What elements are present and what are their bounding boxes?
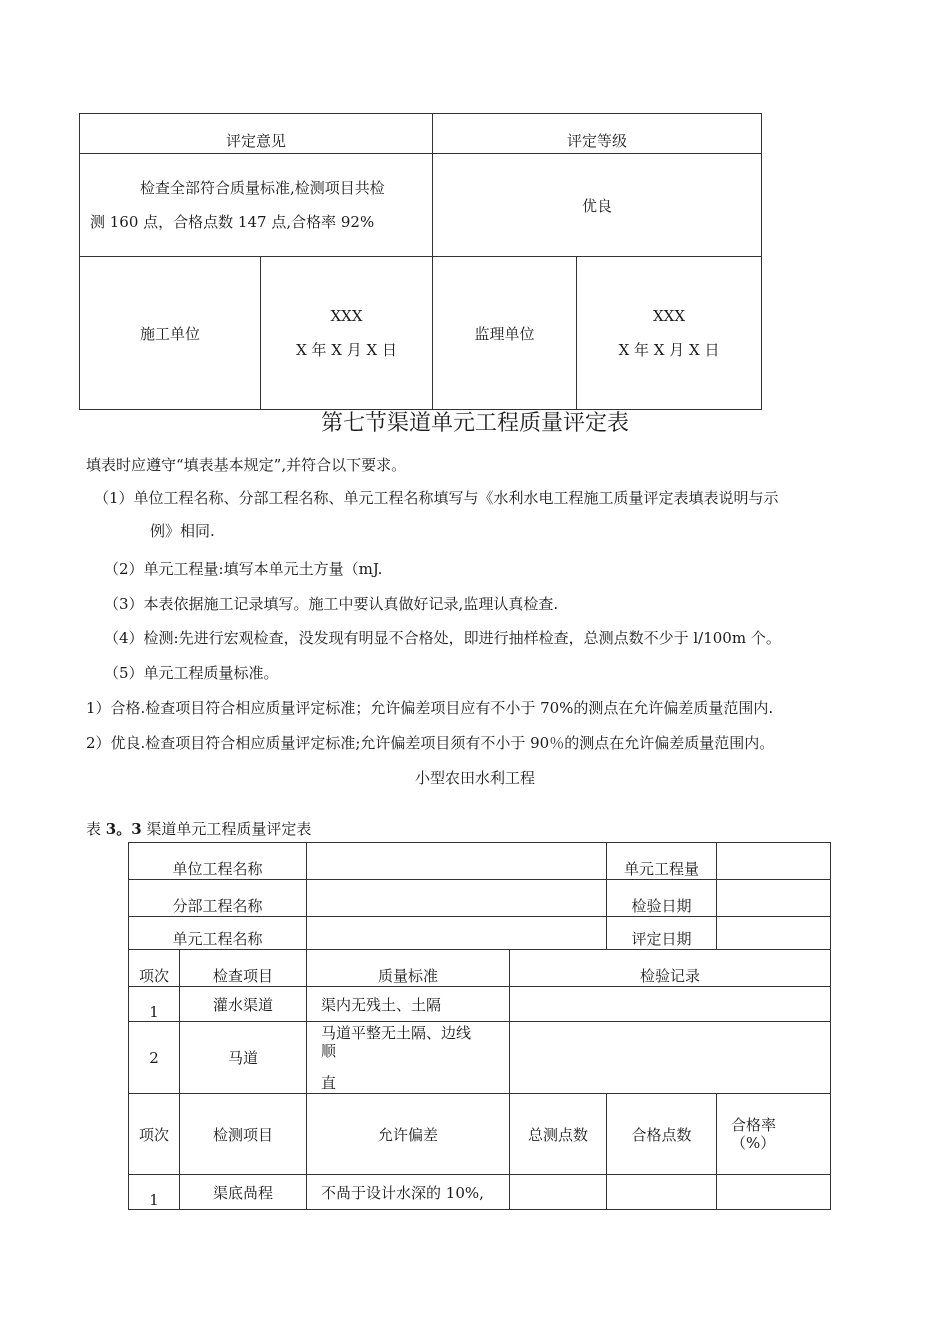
header-inspection-record: 检验记录 [510, 950, 831, 987]
row-check-item: 灌水渠道 [180, 987, 307, 1022]
table-row [129, 1175, 831, 1210]
requirement-1-line-2: 例》相同. [150, 522, 215, 540]
grade-value: 优良 [433, 154, 762, 257]
table-caption [86, 818, 311, 839]
unit-element-name-label: 单元工程名称 [129, 917, 307, 950]
construction-unit-label: 施工单位 [80, 257, 261, 410]
supervision-name: XXX [653, 307, 686, 325]
section-title: 第七节渠道单元工程质量评定表 [320, 411, 629, 436]
measure-row-tolerance: 不咼于设计水深的 10%, [307, 1175, 510, 1210]
unit-project-name-value[interactable] [307, 843, 607, 880]
measure-row-rate[interactable] [717, 1175, 831, 1210]
measure-header-tolerance: 允许偏差 [307, 1094, 510, 1175]
measure-row-item: 渠底咼程 [180, 1175, 307, 1210]
standard-excellent: 2）优良.检查项目符合相应质量评定标准;允许偏差项目须有不小于 90％的测点在允许偏差质量范围内。 [86, 734, 775, 752]
header-check-item: 检查项目 [180, 950, 307, 987]
measure-row-pass[interactable] [607, 1175, 717, 1210]
row-no: 1 [129, 987, 180, 1022]
subtitle: 小型农田水利工程 [414, 769, 535, 787]
table-caption-text: 渠道单元工程质量评定表 [141, 820, 312, 838]
opinion-header: 评定意见 [80, 114, 433, 154]
measure-header-no: 项次 [129, 1094, 180, 1175]
construction-date: X 年 X 月 X 日 [296, 341, 397, 359]
unit-quantity-label: 单元工程量 [607, 843, 717, 880]
standard-qualified: 1）合格.检查项目符合相应质量评定标准；允许偏差项目应有不小于 70%的测点在允许偏差质量范围内. [86, 699, 774, 717]
requirement-4: （4）检测:先进行宏观检查，没发现有明显不合格处，即进行抽样检查，总测点数不少于 l/100m 个。 [104, 629, 781, 647]
requirement-1-line-1: （1）单位工程名称、分部工程名称、单元工程名称填写与《水利水电工程施工质量评定表填表说明与示 [94, 489, 779, 507]
unit-project-name-label: 单位工程名称 [129, 843, 307, 880]
table-row [129, 1022, 831, 1094]
measure-row-total[interactable] [510, 1175, 607, 1210]
table-row [129, 987, 831, 1022]
evaluation-date-value[interactable] [717, 917, 831, 950]
std-line-1: 马道平整无土隔、边线 [321, 1023, 472, 1042]
table-caption-number: 3。3 [105, 820, 142, 838]
intro-text: 填表时应遵守“填表基本规定”,并符合以下要求。 [86, 456, 407, 474]
evaluation-table [79, 113, 762, 410]
measure-header-rate [717, 1094, 831, 1175]
division-project-name-label: 分部工程名称 [129, 880, 307, 917]
measure-header-item: 检测项目 [180, 1094, 307, 1175]
evaluation-date-label: 评定日期 [607, 917, 717, 950]
requirement-5: （5）单元工程质量标准。 [104, 664, 279, 682]
supervision-date: X 年 X 月 X 日 [618, 341, 720, 359]
row-check-item: 马道 [180, 1022, 307, 1094]
table-caption-prefix: 表 [86, 820, 106, 838]
supervision-unit-label: 监理单位 [433, 257, 577, 410]
construction-signature [261, 257, 433, 410]
measure-header-pass: 合格点数 [607, 1094, 717, 1175]
rate-line-2: （%） [731, 1134, 776, 1152]
unit-element-name-value[interactable] [307, 917, 607, 950]
division-project-name-value[interactable] [307, 880, 607, 917]
unit-quantity-value[interactable] [717, 843, 831, 880]
row-no: 2 [129, 1022, 180, 1094]
measure-header-total: 总测点数 [510, 1094, 607, 1175]
inspection-date-label: 检验日期 [607, 880, 717, 917]
measure-row-no: 1 [129, 1175, 180, 1210]
requirement-3: （3）本表依据施工记录填写。施工中要认真做好记录,监理认真检查. [104, 595, 559, 613]
header-item-no: 项次 [129, 950, 180, 987]
inspection-date-value[interactable] [717, 880, 831, 917]
requirement-2: （2）单元工程量:填写本单元土方量（mJ. [104, 560, 383, 578]
row-inspection-record[interactable] [510, 1022, 831, 1094]
rate-line-1: 合格率 [731, 1116, 777, 1134]
opinion-line-1: 检查全部符合质量标准,检测项目共检 [140, 179, 385, 197]
supervision-signature [577, 257, 762, 410]
channel-quality-table [128, 842, 831, 1210]
opinion-text [80, 154, 433, 257]
row-quality-standard: 渠内无残土、土隔 [307, 987, 510, 1022]
row-quality-standard [307, 1022, 510, 1094]
construction-name: XXX [330, 307, 363, 325]
opinion-line-2: 测 160 点，合格点数 147 点,合格率 92% [90, 213, 375, 231]
grade-header: 评定等级 [433, 114, 762, 154]
std-line-3: 直 [321, 1073, 337, 1092]
std-line-2: 顺 [321, 1041, 337, 1060]
header-quality-standard: 质量标准 [307, 950, 510, 987]
row-inspection-record[interactable] [510, 987, 831, 1022]
